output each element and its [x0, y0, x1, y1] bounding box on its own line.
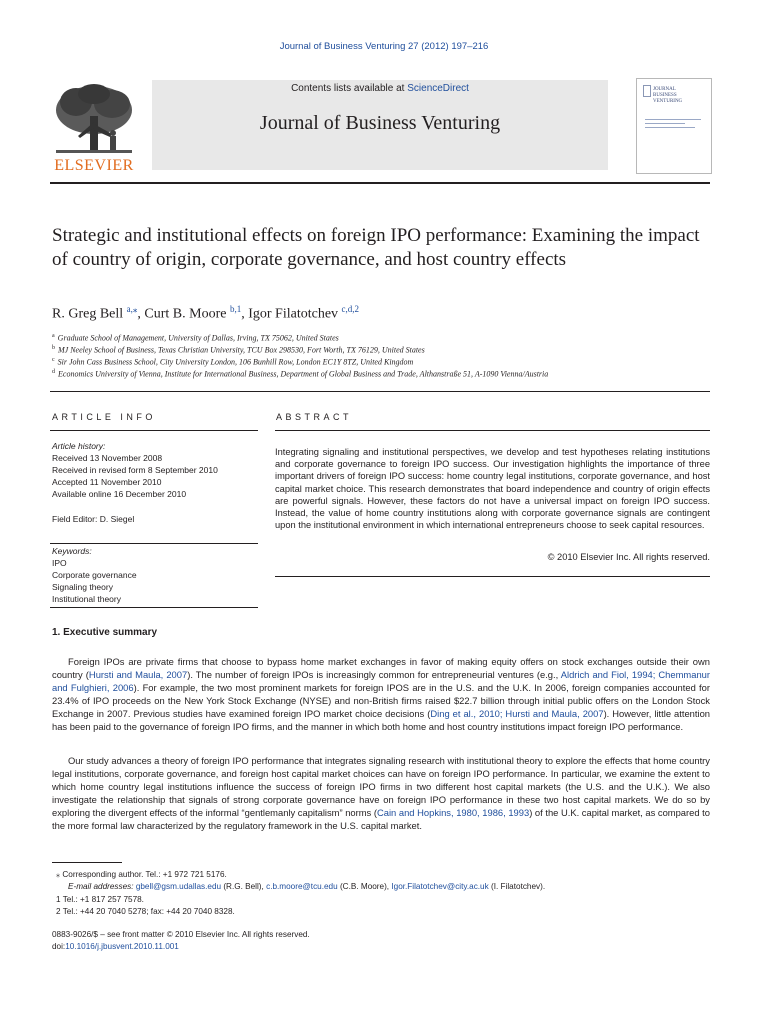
abstract-heading: ABSTRACT	[276, 412, 353, 422]
cover-title	[653, 87, 682, 105]
email-owner: (R.G. Bell),	[221, 882, 267, 891]
paragraph-text: Foreign IPOs are private firms that choose to bypass home market exchanges in favor of making equity offers on stock exchanges outside their own country (	[52, 656, 710, 681]
cover-title-line-3: VENTURING	[653, 99, 683, 104]
abstract-text: Integrating signaling and institutional perspectives, we develop and test hypotheses relating institutions and corporate governance to foreign IPO success. Our investigation highlights the importance of three important drivers of foreign IPO success: home country legal institutions, corporate governance, and host capital market choice. This research demonstrates that board independence and country of origin effects are powerful signals. However, these factors do not have a universal impact on foreign IPO success. Instead, the value of home country institutions along with corporate governance signals are contingent upon the institutional environment in which international entrepreneurs choose to seek capital resources.	[275, 447, 710, 531]
footnote-mark: 2	[56, 907, 61, 916]
affiliation	[52, 357, 413, 367]
cover-title-line-2: BUSINESS	[653, 93, 677, 98]
footnote-text: Tel.: +44 20 7040 5278; fax: +44 20 7040 8328.	[62, 907, 235, 916]
article-info-heading: ARTICLE INFO	[52, 412, 156, 422]
author-name: Curt B. Moore	[144, 306, 227, 322]
front-matter-line: 0883-9026/$ – see front matter © 2010 Elsevier Inc. All rights reserved.	[52, 930, 310, 939]
contents-available-line	[152, 83, 608, 94]
sciencedirect-link[interactable]: ScienceDirect	[407, 83, 469, 94]
footnote-text: Corresponding author. Tel.: +1 972 721 5176.	[62, 870, 227, 879]
body-paragraph	[52, 655, 710, 734]
article-history-label: Article history:	[52, 441, 106, 451]
doi-prefix: doi:	[52, 942, 66, 951]
body-paragraph	[52, 754, 710, 833]
keywords-label: Keywords:	[52, 546, 92, 556]
affiliation	[52, 333, 339, 343]
author-separator: ,	[241, 306, 249, 322]
abstract-rule	[275, 430, 710, 431]
article-info-rule	[50, 430, 258, 431]
keywords-rule	[50, 543, 258, 544]
affiliation-text: Economics University of Vienna, Institute for International Business, Department of Global Business and Trade, Althanstraße 51, A-1090 Vienna/Austria	[58, 369, 549, 379]
article-history	[52, 440, 218, 500]
author-affiliation-mark[interactable]: a,⁎	[126, 304, 138, 314]
paragraph-text: ). For example, the two most prominent markets for foreign IPOS are in the U.S. and the U.K. In 2006, foreign companies accounted for 23.4% of IPO proceeds on the New York Stock Exchange (NYSE) and non-British firms raised $22.7 billion through initial public offers on the London Stock Exchange in 2007. Previous studies have examined foreign IPO market choice decisions (	[52, 682, 711, 720]
history-entry: Received in revised form 8 September 2010	[52, 465, 218, 475]
paragraph-text: ). The number of foreign IPOs is increasingly common for entrepreneurial ventures (e.g.,	[187, 669, 561, 681]
citation-link[interactable]: Cain and Hopkins, 1980, 1986, 1993	[376, 807, 530, 819]
doi-link[interactable]: 10.1016/j.jbusvent.2010.11.001	[65, 942, 179, 951]
journal-title: Journal of Business Venturing	[259, 112, 501, 134]
keywords-block	[52, 545, 137, 605]
author-name: R. Greg Bell	[52, 306, 124, 322]
email-label: E-mail addresses:	[68, 882, 134, 891]
affiliation	[52, 345, 425, 355]
abstract-bottom-rule	[275, 576, 710, 577]
email-owner: (C.B. Moore),	[337, 882, 392, 891]
elsevier-wordmark: ELSEVIER	[54, 157, 134, 174]
citation-link[interactable]: Aldrich and Fiol, 1994; Chemmanur and Fulghieri, 2006	[52, 669, 710, 694]
author-affiliation-mark[interactable]: b,1	[229, 304, 242, 314]
cover-title-line-1: JOURNAL	[653, 87, 676, 92]
affiliation-text: Graduate School of Management, University of Dallas, Irving, TX 75062, United States	[57, 333, 339, 343]
affiliation-mark: a	[52, 333, 55, 339]
footnote-1	[56, 895, 144, 904]
keyword: Corporate governance	[52, 570, 137, 580]
footnote-corresponding	[56, 869, 227, 879]
email-link[interactable]: Igor.Filatotchev@city.ac.uk	[391, 882, 489, 891]
doi-line	[52, 942, 179, 951]
paragraph-text: ) of the U.K. capital market, as compared to the more formal law characterized by the regulatory framework in the U.S. capital market.	[52, 807, 710, 832]
journal-reference[interactable]: Journal of Business Venturing 27 (2012) 197–216	[279, 41, 489, 52]
citation-link[interactable]: Hursti and Maula, 2007	[88, 669, 188, 681]
keyword: IPO	[52, 558, 67, 568]
author-separator: ,	[137, 306, 145, 322]
affiliation-mark: b	[52, 345, 55, 351]
title-block-divider	[50, 391, 710, 392]
footnote-mark: ⁎	[56, 870, 61, 879]
footnote-mark: 1	[56, 895, 61, 904]
email-link[interactable]: c.b.moore@tcu.edu	[266, 882, 338, 891]
affiliation-mark: d	[52, 369, 55, 375]
history-entry: Available online 16 December 2010	[52, 489, 187, 499]
footnote-rule	[52, 862, 122, 863]
contents-prefix: Contents lists available at	[291, 83, 408, 94]
author-list	[52, 304, 359, 323]
email-owner: (I. Filatotchev).	[488, 882, 546, 891]
cover-rule	[645, 123, 685, 124]
journal-cover-thumbnail[interactable]	[636, 78, 712, 174]
affiliation	[52, 369, 548, 379]
citation-link[interactable]: Ding et al., 2010; Hursti and Maula, 2007	[430, 708, 604, 720]
section-heading: 1. Executive summary	[52, 627, 158, 638]
footnote-2	[56, 907, 235, 916]
cover-rule	[645, 127, 695, 128]
cover-rule	[645, 119, 701, 120]
keyword: Signaling theory	[52, 582, 113, 592]
email-link[interactable]: gbell@gsm.udallas.edu	[135, 882, 222, 891]
cover-emblem	[643, 85, 651, 97]
history-entry: Accepted 11 November 2010	[52, 477, 162, 487]
abstract-copyright: © 2010 Elsevier Inc. All rights reserved.	[547, 552, 710, 562]
history-entry: Received 13 November 2008	[52, 453, 163, 463]
footnote-text: Tel.: +1 817 257 7578.	[62, 895, 144, 904]
keyword: Institutional theory	[52, 594, 121, 604]
author-affiliation-mark[interactable]: c,d,2	[341, 304, 360, 314]
affiliation-mark: c	[52, 357, 55, 363]
affiliation-text: MJ Neeley School of Business, Texas Christian University, TCU Box 298530, Fort Worth, TX 76129, United States	[58, 345, 425, 355]
header-divider	[50, 182, 710, 184]
paragraph-text: ). However, little attention has been paid to the governance of foreign IPO firms, and the manner in which both home and host country institutions impact foreign IPO performance.	[52, 708, 711, 733]
paragraph-text: Our study advances a theory of foreign IPO performance that integrates signaling research with institutional theory to explore the effects that home country legal institutions, corporate governance, and foreign host capital market choices can have on foreign IPO performance. In particular, we examine the extent to which home country legal institutions influence the success of foreign IPO firms in two different host capital markets (the U.S. and the U.K.). We also investigate the relationship that signals of strong corporate governance have on foreign IPO performance in these two host capital markets. We do so by exploring the divergent effects of the informal “gentlemanly capitalism” norms (	[52, 755, 710, 819]
article-info-bottom-rule	[50, 607, 258, 608]
author-name: Igor Filatotchev	[248, 306, 339, 322]
field-editor: Field Editor: D. Siegel	[52, 514, 135, 524]
article-title: Strategic and institutional effects on foreign IPO performance: Examining the impact of country of origin, corporate governance, and host country effects	[52, 225, 700, 270]
affiliation-text: Sir John Cass Business School, City University London, 106 Bunhill Row, London EC1Y 8TZ, United Kingdom	[57, 357, 414, 367]
footnote-emails	[68, 882, 545, 891]
